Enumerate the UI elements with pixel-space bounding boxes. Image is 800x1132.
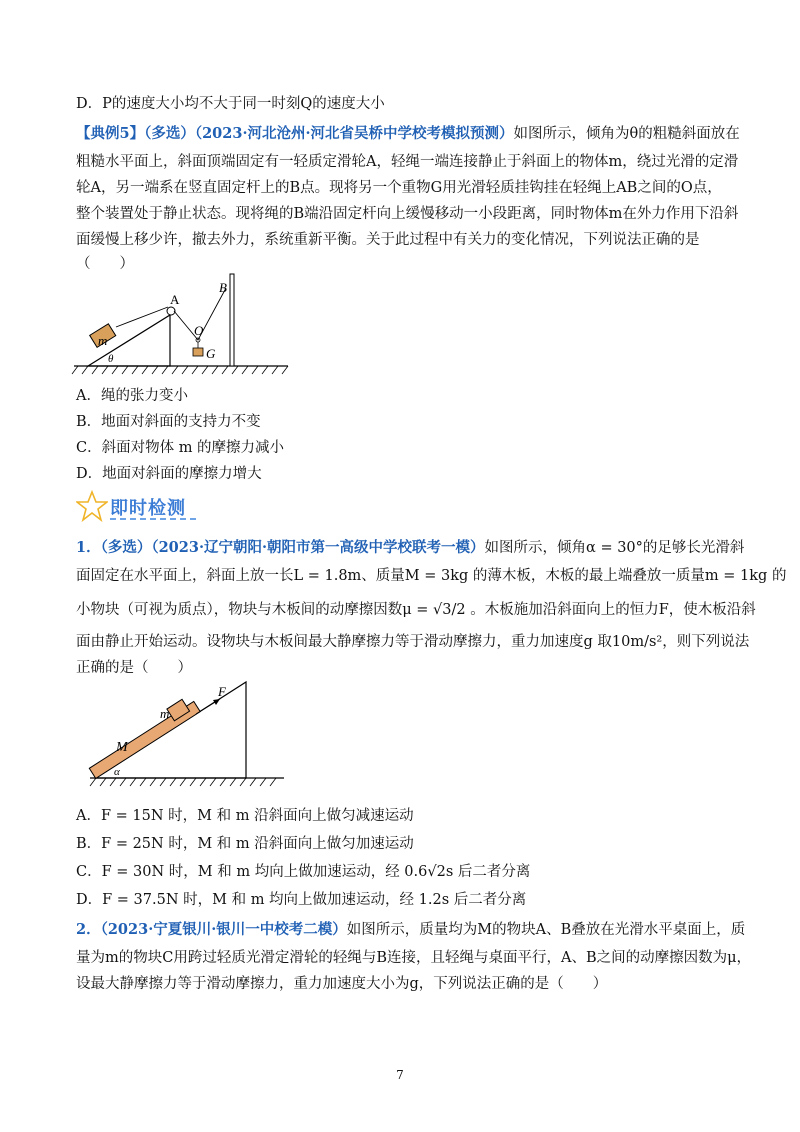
label-a: A	[170, 292, 180, 307]
q1-line-5: 正确的是（ ）	[76, 660, 192, 676]
example5-option-c: C．斜面对物体 m 的摩擦力减小	[76, 440, 285, 456]
q1-line-3: 小物块（可视为质点），物块与木板间的动摩擦因数μ = √3/2 。木板施加沿斜面向上的恒力F，使木板沿斜	[76, 602, 756, 618]
example5-line-3: 轮A，另一端系在竖直固定杆上的B点。现将另一个重物G用光滑轻质挂钩挂在轻绳上AB之间的O点，	[76, 180, 722, 196]
example5-line-4: 整个装置处于静止状态。现将绳的B端沿固定杆向上缓慢移动一小段距离，同时物体m在外力作用下沿斜	[76, 206, 739, 222]
example5-source: （2023·河北沧州·河北省吴桥中学校考模拟预测）	[194, 125, 514, 142]
example5-tag: 【典例5】	[76, 125, 145, 142]
example5-option-b: B．地面对斜面的支持力不变	[76, 414, 261, 430]
q2-text: 如图所示，质量均为M的物块A、B叠放在光滑水平桌面上，质	[346, 922, 746, 938]
label-theta: θ	[108, 353, 114, 365]
example5-figure	[70, 270, 290, 378]
q1-num: 1．	[76, 539, 101, 556]
q1-option-c: C．F = 30N 时，M 和 m 均向上做加速运动，经 0.6√2s 后二者分离	[76, 864, 531, 880]
q1-text: 如图所示，倾角α = 30°的足够长光滑斜	[484, 540, 745, 556]
q2-source: （2023·宁夏银川·银川一中校考二模）	[100, 921, 347, 938]
q1-multi: （多选）	[100, 539, 152, 556]
label-b: B	[219, 280, 227, 295]
example5-option-d: D．地面对斜面的摩擦力增大	[76, 466, 262, 482]
label-g: G	[206, 346, 216, 361]
q1-option-d: D．F = 37.5N 时，M 和 m 均向上做加速运动，经 1.2s 后二者分离	[76, 892, 527, 908]
section-underline	[110, 518, 196, 520]
q1-line-4: 面由静止开始运动。设物块与木板间最大静摩擦力等于滑动摩擦力，重力加速度g 取10m/s²，则下列说法	[76, 634, 750, 650]
label-big-m: M	[116, 740, 128, 755]
vertical-pole	[230, 274, 234, 366]
q1-option-a: A．F = 15N 时，M 和 m 沿斜面向上做匀减速运动	[76, 808, 414, 824]
q2-line-3: 设最大静摩擦力等于滑动摩擦力，重力加速度大小为g，下列说法正确的是（ ）	[76, 976, 608, 992]
q1-option-b: B．F = 25N 时，M 和 m 沿斜面向上做匀加速运动	[76, 836, 414, 852]
pulley-a	[167, 307, 175, 315]
example5-line-1	[76, 124, 740, 144]
q1-line-2: 面固定在水平面上，斜面上放一长L = 1.8m、质量M = 3kg 的薄木板，木板的最上端叠放一质量m = 1kg 的	[76, 568, 787, 584]
example5-option-a: A．绳的张力变小	[76, 388, 188, 404]
section-title: 即时检测	[110, 498, 186, 519]
example5-line-2: 粗糙水平面上，斜面顶端固定有一轻质定滑轮A，轻绳一端连接静止于斜面上的物体m，绕过光滑的定滑	[76, 154, 739, 170]
q1-figure	[86, 676, 286, 788]
label-o: O	[194, 323, 204, 338]
ground-hatching	[72, 366, 288, 374]
weight-g	[193, 348, 203, 356]
label-alpha: α	[114, 766, 120, 778]
label-m: m	[98, 333, 108, 348]
q2-num: 2．	[76, 921, 101, 938]
q2-line-2: 量为m的物块C用跨过轻质光滑定滑轮的轻绳与B连接，且轻绳与桌面平行，A、B之间的动摩擦因数为μ，	[76, 950, 752, 966]
q1-ground-hatching	[90, 778, 276, 786]
q2-line-1	[76, 920, 746, 940]
page-number: 7	[396, 1068, 404, 1082]
label-f: F	[218, 684, 226, 699]
q1-source: （2023·辽宁朝阳·朝阳市第一高级中学校联考一模）	[151, 539, 485, 556]
q1-line-1	[76, 538, 745, 558]
example5-line-6: （ ）	[76, 256, 134, 272]
example5-line-5: 面缓慢上移少许，撤去外力，系统重新平衡。关于此过程中有关力的变化情况，下列说法正确的是	[76, 232, 700, 248]
example5-multi: （多选）	[144, 125, 195, 142]
prev-option-d: D．P的速度大小均不大于同一时刻Q的速度大小	[76, 96, 385, 112]
example5-text: 如图所示，倾角为θ的粗糙斜面放在	[513, 126, 740, 142]
star-icon	[76, 490, 108, 522]
label-small-m: m	[160, 706, 170, 721]
